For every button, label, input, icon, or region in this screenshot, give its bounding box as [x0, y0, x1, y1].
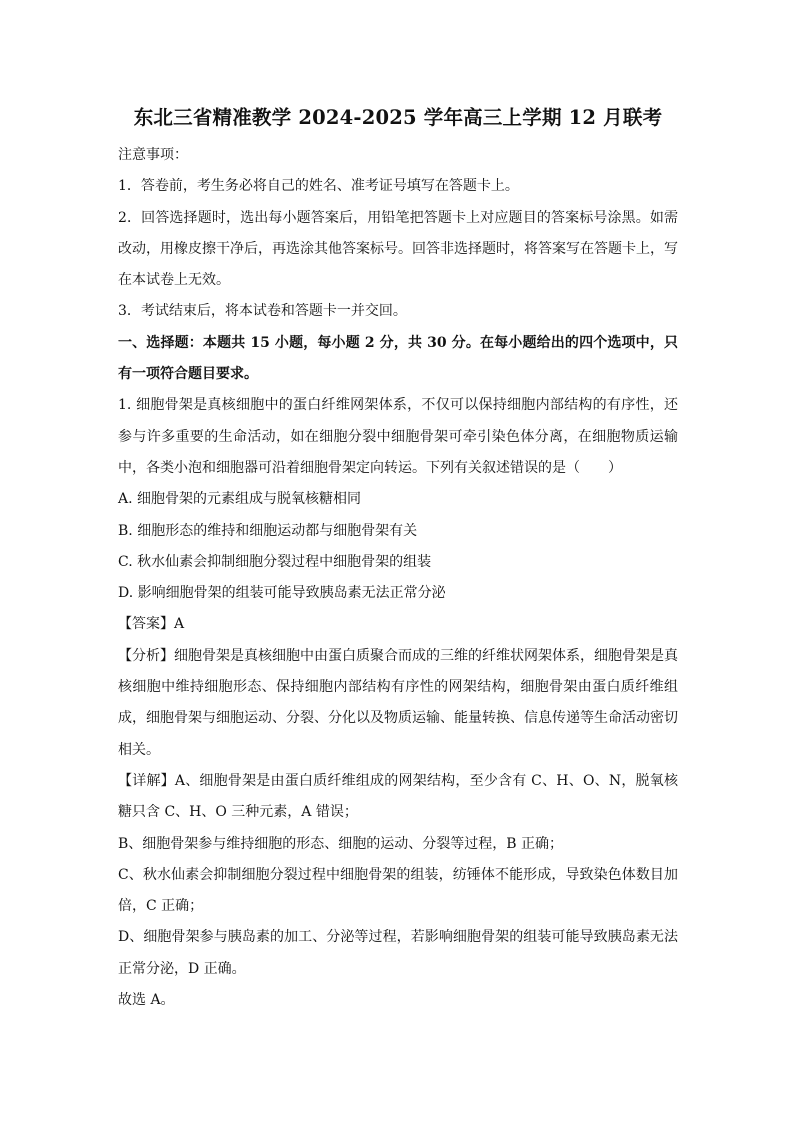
- detail-d: D、细胞骨架参与胰岛素的加工、分泌等过程，若影响细胞骨架的组装可能导致胰岛素无法正常分泌，D 正确。: [118, 929, 678, 977]
- option-c: C. 秋水仙素会抑制细胞分裂过程中细胞骨架的组装: [118, 553, 432, 570]
- option-a: A. 细胞骨架的元素组成与脱氧核糖相同: [118, 491, 362, 508]
- section-heading: 一、选择题：本题共 15 小题，每小题 2 分，共 30 分。在每小题给出的四个选项中，只有一项符合题目要求。: [118, 334, 678, 383]
- notice-heading: 注意事项：: [118, 147, 188, 163]
- notice-item-3: 3．考试结束后，将本试卷和答题卡一并交回。: [118, 303, 407, 320]
- analysis-text: 【分析】细胞骨架是真核细胞中由蛋白质聚合而成的三维的纤维状网架体系，细胞骨架是真核细胞中维持细胞形态、保持细胞内部结构有序性的网架结构，细胞骨架由蛋白质纤维组成，细胞骨架与细胞运动、分裂、分化以及物质运输、能量转换、信息传递等生命活动密切相关。: [118, 647, 678, 758]
- detail-c: C、秋水仙素会抑制细胞分裂过程中细胞骨架的组装，纺锤体不能形成，导致染色体数目加倍，C 正确；: [118, 866, 678, 915]
- question-stem: 1. 细胞骨架是真核细胞中的蛋白纤维网架体系，不仅可以保持细胞内部结构的有序性，还参与许多重要的生命活动，如在细胞分裂中细胞骨架可牵引染色体分离，在细胞物质运输中，各类小泡和细胞器可沿着细胞骨架定向转运。下列有关叙述错误的是（ ）: [118, 397, 678, 476]
- option-d: D. 影响细胞骨架的组装可能导致胰岛素无法正常分泌: [118, 585, 446, 602]
- answer-label: 【答案】A: [118, 616, 185, 633]
- detail-b: B、细胞骨架参与维持细胞的形态、细胞的运动、分裂等过程，B 正确；: [118, 835, 564, 852]
- detail-a: 【详解】A、细胞骨架是由蛋白质纤维组成的网架结构，至少含有 C、H、O、N，脱氧核糖只含 C、H、O 三种元素，A 错误；: [118, 772, 678, 821]
- option-b: B. 细胞形态的维持和细胞运动都与细胞骨架有关: [118, 522, 418, 539]
- notice-item-2: 2．回答选择题时，选出每小题答案后，用铅笔把答题卡上对应题目的答案标号涂黑。如需改动，用橡皮擦干净后，再选涂其他答案标号。回答非选择题时，将答案写在答题卡上，写在本试卷上无效。: [118, 209, 678, 289]
- notice-item-1: 1．答卷前，考生务必将自己的姓名、准考证号填写在答题卡上。: [118, 178, 519, 195]
- conclusion: 故选 A。: [118, 992, 175, 1009]
- document-page: [118, 100, 678, 1016]
- exam-title: 东北三省精准教学 2024-2025 学年高三上学期 12 月联考: [133, 106, 663, 129]
